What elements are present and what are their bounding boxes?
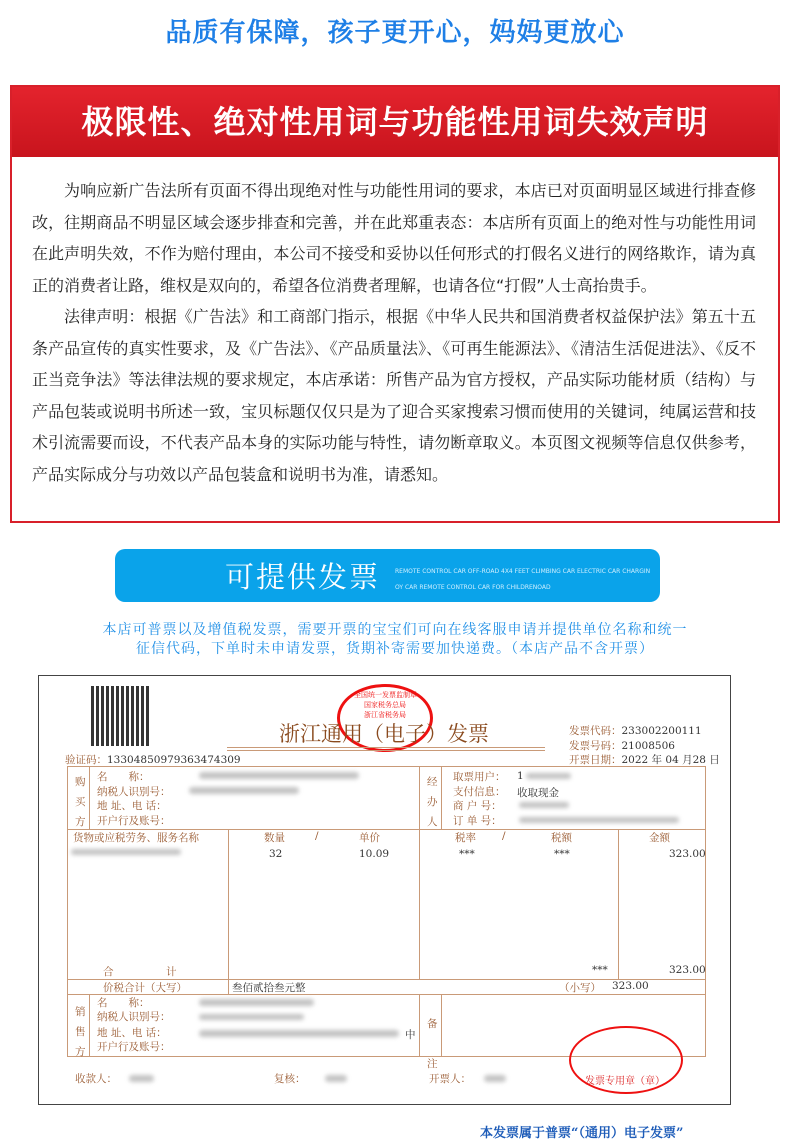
agent-label: 经 办 人 — [427, 776, 438, 828]
disclaimer-paragraph: 为响应新广告法所有页面不得出现绝对性与功能性用词的要求，本店已对页面明显区域进行排查修改，往期商品不明显区域会逐步排查和完善，并在此郑重表态：本店所有页面上的绝对性与功能性用词在此声明失效，不作为赔付理由，本公司不接受和妥协以任何形式的打假名义进行的网络欺诈，请为真正的消费者让路，维权是双向的，希望各位消费者理解，也请各位“打假”人士高抬贵手。 — [32, 181, 756, 295]
total-amount: 323.00 — [669, 964, 706, 976]
invoice-available-banner — [115, 549, 660, 602]
item-tax: *** — [554, 848, 570, 860]
seller-address-tail: 中 — [405, 1029, 416, 1041]
date-label: 开票日期： — [569, 754, 622, 766]
redacted-field — [129, 1075, 154, 1082]
banner-subtitle: REMOTE CONTROL CAR OFF-ROAD 4X4 FEET CLIMBING CAR ELECTRIC CAR CHARGIN — [395, 568, 651, 575]
seller-label: 销 售 方 — [75, 1006, 86, 1058]
col-price: 单价 — [359, 832, 380, 844]
invoice-date: 2022 年 04 月28 日 — [621, 754, 720, 766]
redacted-field — [199, 1030, 399, 1037]
col-tax: 税额 — [551, 832, 572, 844]
redacted-field — [199, 1014, 304, 1020]
legal-statement-paragraph: 法律声明：根据《广告法》和工商部门指示，根据《中华人民共和国消费者权益保护法》第五十五条产品宣传的真实性要求，及《广告法》、《产品质量法》、《可再生能源法》、《清洁生活促进法》、《反不正当竞争法》等法律法规的要求规定，本店承诺：所售产品为官方授权，产品实际功能材质（结构）与产品包装或说明书所述一致，宝贝标题仅仅只是为了迎合买家搜索习惯而使用的关键词，纯属运营和技术引流需要而设，不代表产品本身的实际功能与特性，请勿断章取义。本页图文视频等信息仅供参考，产品实际成分与功效以产品包装盒和说明书为准，请悉知。 — [32, 307, 756, 484]
invoice-code: 233002200111 — [621, 725, 702, 737]
issuer-label: 开票人： — [429, 1073, 471, 1085]
seal-text: 全国统一发票监制章 — [354, 691, 417, 699]
verify-label: 验证码： — [65, 754, 107, 766]
invoice-image — [38, 675, 731, 1105]
headline: 品质有保障，孩子更开心，妈妈更放心 — [165, 18, 625, 48]
item-price: 10.09 — [359, 848, 390, 860]
col-rate: 税率 — [455, 832, 476, 844]
verify-code: 13304850979363474309 — [107, 754, 241, 766]
col-divider: / — [502, 830, 506, 842]
col-amount: 金额 — [649, 832, 670, 844]
payee-label: 收款人： — [75, 1073, 117, 1085]
invoice-number: 21008506 — [621, 740, 675, 752]
review-label: 复核： — [274, 1073, 306, 1085]
grand-total-number: 323.00 — [612, 980, 649, 992]
invoice-caption: 本发票属于普票“（通用）电子发票” — [480, 1126, 684, 1141]
number-label: 发票号码： — [569, 740, 622, 752]
payment-info: 收取现金 — [517, 787, 559, 799]
redacted-field — [519, 817, 679, 823]
stamp-text: 发票专用章（章） — [585, 1076, 665, 1087]
disclaimer-title: 极限性、绝对性用词与功能性用词失效声明 — [12, 87, 778, 157]
code-label: 发票代码： — [569, 725, 622, 737]
invoice-title: 浙江通用（电子）发票 — [279, 722, 489, 746]
buyer-label: 购 买 方 — [75, 776, 86, 828]
ticket-user: 1 — [517, 770, 524, 782]
disclaimer-body — [12, 157, 778, 490]
grand-total-words: 叁佰贰拾叁元整 — [232, 982, 306, 994]
redacted-field — [189, 787, 299, 794]
small-label: （小写） — [559, 982, 601, 994]
total-tax: *** — [592, 964, 608, 976]
seal-text: 国家税务总局 — [364, 701, 406, 709]
total-label: 合 计 — [103, 966, 177, 978]
invoice-note — [40, 621, 750, 659]
invoice-stamp-icon — [569, 1026, 683, 1094]
redacted-field — [519, 802, 569, 808]
col-name: 货物或应税劳务、服务名称 — [73, 832, 199, 844]
disclaimer-panel — [10, 85, 780, 523]
grand-total-label: 价税合计（大写） — [103, 982, 187, 994]
item-qty: 32 — [269, 848, 283, 860]
redacted-field — [526, 773, 571, 779]
seal-text: 浙江省税务局 — [364, 711, 406, 719]
remark-label: 备 注 — [427, 1018, 438, 1070]
redacted-field — [199, 999, 314, 1006]
col-divider: / — [315, 830, 319, 842]
item-rate: *** — [459, 848, 475, 860]
col-qty: 数量 — [264, 832, 285, 844]
buyer-fields: 名 称： 纳税人识别号： 地 址、电 话： 开户行及账号： — [97, 771, 171, 827]
agent-fields: 取票用户： 支付信息： 商 户 号： 订 单 号： — [453, 771, 506, 827]
invoice-note-line: 征信代码，下单时未申请发票，货期补寄需要加快递费。（本店产品不含开票） — [136, 641, 654, 657]
seller-fields: 名 称： 纳税人识别号： 地 址、电 话： 开户行及账号： — [97, 997, 171, 1053]
redacted-field — [325, 1075, 347, 1082]
redacted-field — [199, 772, 359, 779]
invoice-note-line: 本店可普票以及增值税发票，需要开票的宝宝们可向在线客服申请并提供单位名称和统一 — [102, 622, 688, 638]
banner-subtitle: OY CAR REMOTE CONTROL CAR FOR CHILDRENOAD — [395, 584, 551, 591]
redacted-field — [484, 1075, 506, 1082]
item-amount: 323.00 — [669, 848, 706, 860]
banner-title: 可提供发票 — [225, 560, 381, 594]
qr-code-icon — [91, 686, 151, 746]
redacted-item-name — [71, 849, 181, 855]
